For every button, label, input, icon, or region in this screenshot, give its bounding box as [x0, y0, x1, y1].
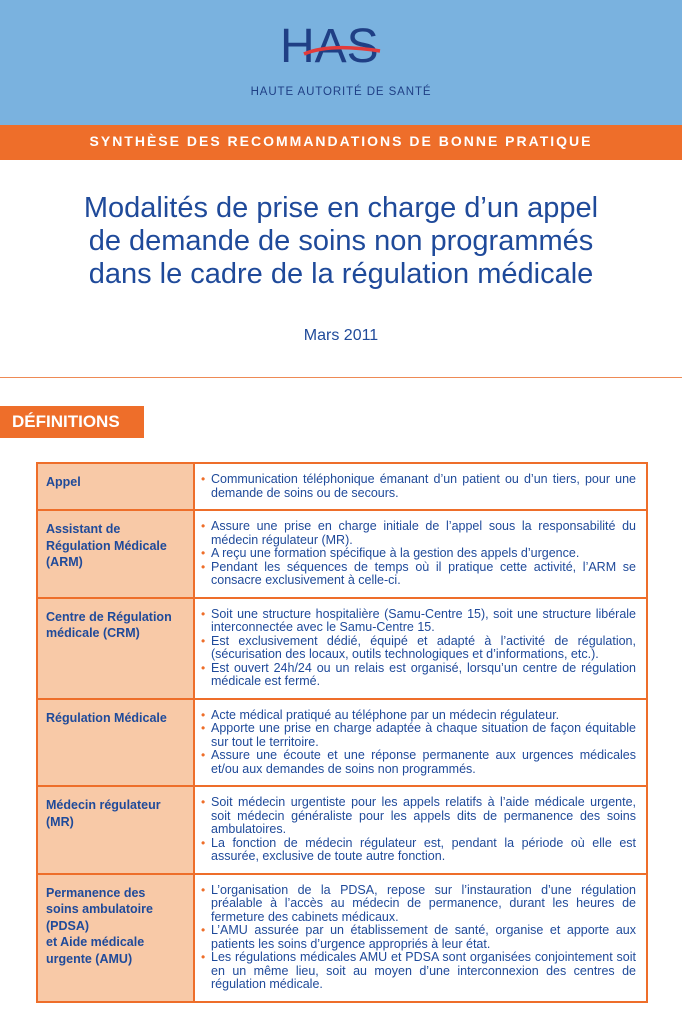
title-line: Modalités de prise en charge d’un appel [83, 192, 599, 224]
bullet-dot-icon: • [201, 559, 206, 574]
definition-bullet [201, 635, 636, 662]
definition-description [195, 511, 646, 597]
definition-description [195, 464, 646, 509]
section-heading: DÉFINITIONS [0, 406, 144, 438]
bullet-dot-icon: • [201, 882, 206, 897]
definition-bullet [201, 561, 636, 588]
logo-text: HAS [280, 20, 379, 73]
definition-row [38, 873, 646, 1001]
definition-term: Centre de Régulation médicale (CRM) [38, 599, 195, 698]
bullet-dot-icon: • [201, 923, 206, 937]
bullet-dot-icon: • [201, 546, 206, 560]
bullet-dot-icon: • [201, 519, 206, 533]
bullet-text: Soit médecin urgentiste pour les appels relatifs à l’aide médicale urgente, soit médecin généraliste pour les appels dits de permanence des soins ambulatoires. [211, 795, 636, 836]
publication-date: Mars 2011 [303, 327, 379, 344]
definition-bullet [201, 722, 636, 749]
definition-row [38, 785, 646, 873]
definition-bullet [201, 608, 636, 635]
definition-bullet [201, 547, 636, 561]
has-logo [280, 18, 400, 78]
band-label: SYNTHÈSE DES RECOMMANDATIONS DE BONNE PRATIQUE [89, 133, 593, 149]
bullet-dot-icon: • [201, 633, 206, 648]
bullet-text: Pendant les séquences de temps où il pratique cette activité, l’ARM se consacre exclusivement à celle-ci. [211, 559, 636, 587]
definition-description [195, 787, 646, 873]
bullet-text: L’AMU assurée par un établissement de santé, organise et apporte aux patients les soins d’urgence appropriés à leur état. [211, 923, 636, 951]
bullet-text: Assure une écoute et une réponse permanente aux urgences médicales et/ou aux demandes de soins non programmés. [211, 748, 636, 776]
definition-term: Permanence des soins ambulatoire (PDSA) et Aide médicale urgente (AMU) [38, 875, 195, 1001]
bullet-text: La fonction de médecin régulateur est, pendant la période où elle est assurée, exclusive de toute autre fonction. [211, 835, 636, 863]
bullet-text: Est ouvert 24h/24 ou un relais est organisé, lorsqu’un centre de régulation médicale est fermé. [211, 660, 636, 688]
bullet-text: A reçu une formation spécifique à la gestion des appels d’urgence. [211, 546, 580, 560]
definition-term: Régulation Médicale [38, 700, 195, 786]
definition-bullet [201, 884, 636, 925]
definition-bullet [201, 796, 636, 837]
definition-description [195, 599, 646, 698]
bullet-dot-icon: • [201, 748, 206, 762]
bullet-dot-icon: • [201, 707, 206, 722]
organization-name: HAUTE AUTORITÉ DE SANTÉ [250, 86, 432, 98]
definition-term: Assistant de Régulation Médicale (ARM) [38, 511, 195, 597]
bullet-dot-icon: • [201, 660, 206, 675]
definitions-table [36, 462, 648, 1003]
definition-description [195, 700, 646, 786]
bullet-text: Les régulations médicales AMU et PDSA sont organisées conjointement soit en un même lieu, soit au moyen d’une interconnexion des centres de régulation médicale. [211, 950, 636, 991]
bullet-text: Assure une prise en charge initiale de l’appel sous la responsabilité du médecin régulateur (MR). [211, 519, 636, 547]
definition-term: Appel [38, 464, 195, 509]
definition-bullet [201, 924, 636, 951]
definition-row [38, 597, 646, 698]
page-title [20, 192, 662, 291]
bullet-dot-icon: • [201, 721, 206, 735]
definition-row [38, 464, 646, 509]
bullet-text: Apporte une prise en charge adaptée à chaque situation de façon équitable sur tout le territoire. [211, 721, 636, 749]
bullet-dot-icon: • [201, 950, 206, 964]
bullet-text: Acte médical pratiqué au téléphone par un médecin régulateur. [211, 707, 560, 722]
definition-bullet [201, 709, 636, 723]
bullet-text: Soit une structure hospitalière (Samu-Centre 15), soit une structure libérale interconnectée avec le Samu-Centre 15. [211, 606, 636, 634]
divider [0, 377, 682, 378]
title-line: de demande de soins non programmés [88, 225, 594, 257]
bullet-text: Communication téléphonique émanant d’un patient ou d’un tiers, pour une demande de soins ou de secours. [211, 472, 636, 500]
definition-term: Médecin régulateur (MR) [38, 787, 195, 873]
definition-bullet [201, 662, 636, 689]
definition-row [38, 509, 646, 597]
definition-bullet [201, 837, 636, 864]
title-line: dans le cadre de la régulation médicale [88, 258, 594, 290]
definition-bullet [201, 520, 636, 547]
bullet-dot-icon: • [201, 835, 206, 850]
bullet-text: Est exclusivement dédié, équipé et adapté à l’activité de régulation, (sécurisation des locaux, outils technologiques et d’informations, etc.). [211, 633, 636, 661]
definition-bullet [201, 473, 636, 500]
bullet-text: L’organisation de la PDSA, repose sur l’instauration d’une régulation préalable à l’accès au médecin de permanence, durant les heures de fermeture des cabinets médicaux. [211, 882, 636, 924]
bullet-dot-icon: • [201, 472, 206, 486]
definition-bullet [201, 749, 636, 776]
definition-description [195, 875, 646, 1001]
definition-bullet [201, 951, 636, 992]
bullet-dot-icon: • [201, 795, 206, 809]
definition-row [38, 698, 646, 786]
bullet-dot-icon: • [201, 606, 206, 621]
